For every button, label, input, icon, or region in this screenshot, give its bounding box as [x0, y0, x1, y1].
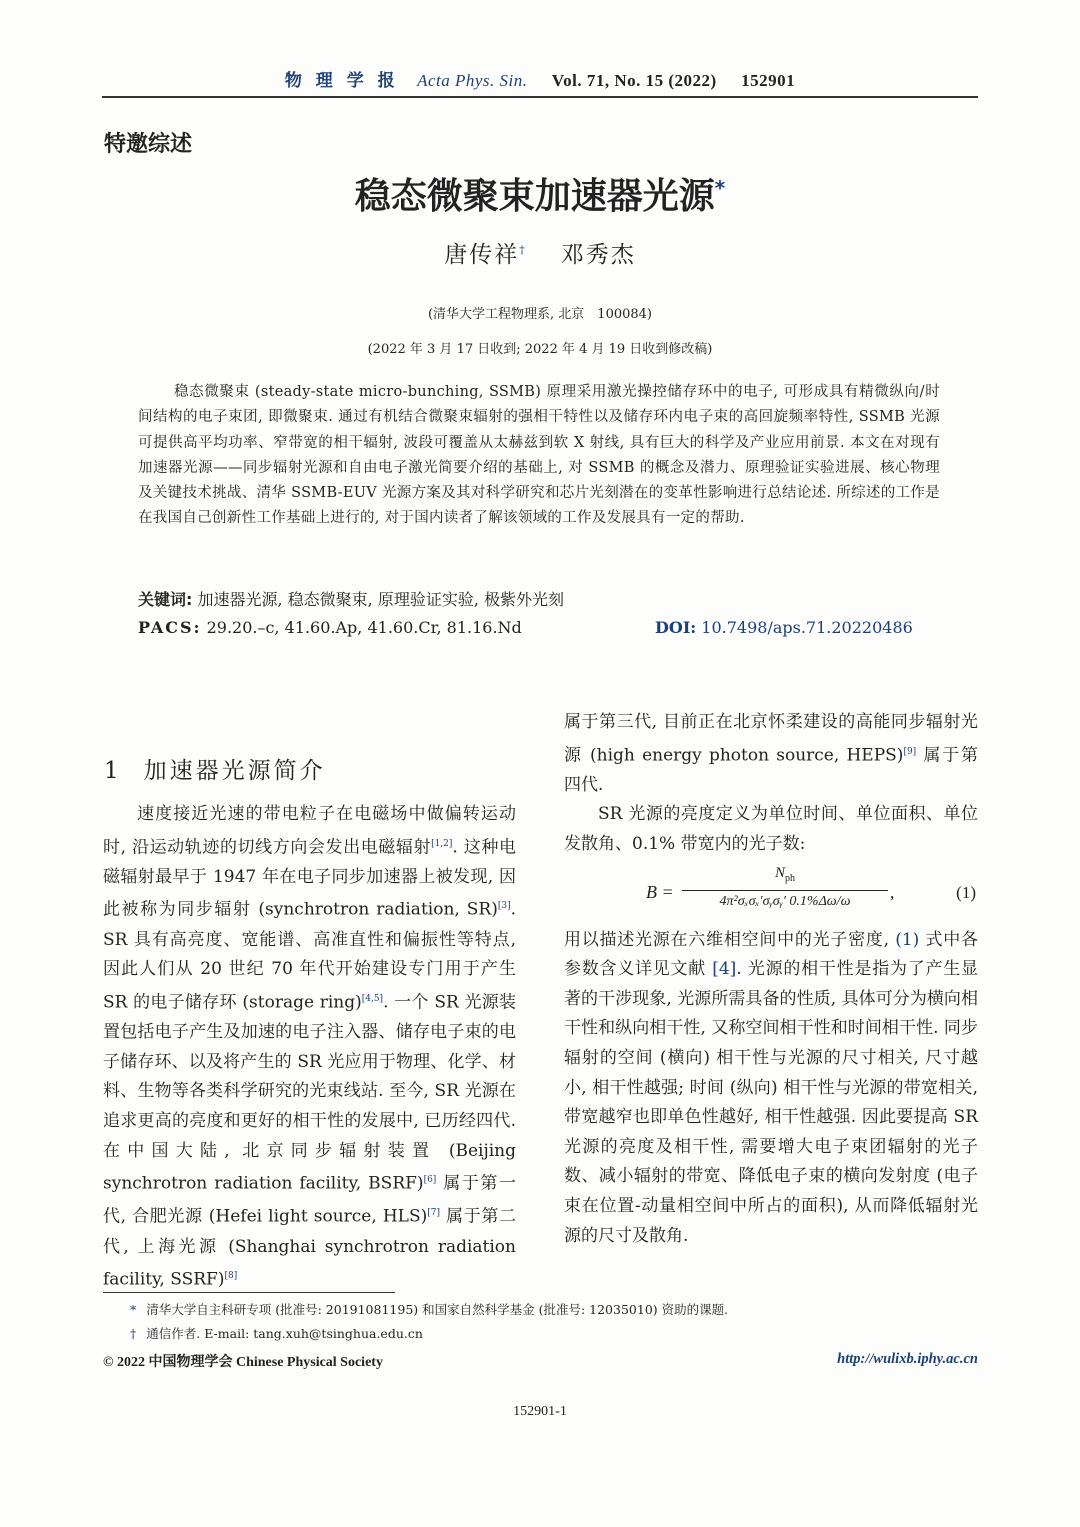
journal-url-link[interactable]: http://wulixb.iphy.ac.cn — [837, 1351, 978, 1367]
citation-link[interactable]: [1,2] — [431, 838, 453, 849]
equation-1 — [564, 862, 978, 922]
equation-lhs: B = — [646, 881, 674, 902]
journal-name-latin: Acta Phys. Sin. — [417, 71, 528, 90]
volume-info: Vol. 71, No. 15 (2022) — [551, 71, 717, 90]
equation-comma: , — [890, 882, 895, 902]
section-number: 1 — [104, 758, 122, 784]
paragraph: 属于第三代, 目前正在北京怀柔建设的高能同步辐射光源 (high energy photon source, HEPS)[9] 属于第四代. — [564, 712, 979, 795]
paragraph: 速度接近光速的带电粒子在电磁场中做偏转运动时, 沿运动轨迹的切线方向会发出电磁辐射[1,2]. 这种电磁辐射最早于 1947 年在电子同步加速器上被发现, 因此被称为同步辐射 (synchrotron radiation, SR)[3]. SR 具有高亮度、宽能谱、高准直性和偏振性等特点, 因此人们从 20 世纪 70 年代开始建设专门用于产生 SR 的电子储存环 (storage ring)[4,5]. 一个 SR 光源装置包括电子产生及加速的电子注入器、储存电子束的电子储存环、以及将产生的 SR 光应用于物理、化学、材料、生物等各类科学研究的光束线站. 至今, SR 光源在追求更高的亮度和更好的相干性的发展中, 已历经四代. 在中国大陆, 北京同步辐射装置 (Beijing synchrotron radiation facility, BSRF)[6] 属于第一代, 合肥光源 (Hefei light source, HLS)[7] 属于第二代, 上海光源 (Shanghai synchrotron radiation facility, SSRF)[8] — [103, 804, 517, 1290]
doi-link[interactable]: 10.7498/aps.71.20220486 — [701, 618, 913, 637]
received-dates: (2022 年 3 月 17 日收到; 2022 年 4 月 19 日收到修改稿) — [367, 342, 713, 357]
article-number: 152901 — [741, 71, 796, 90]
footnote-funding — [130, 1300, 728, 1318]
footnote-mark: * — [130, 1302, 137, 1317]
abstract: 稳态微聚束 (steady-state micro-bunching, SSMB) 原理采用激光操控储存环中的电子, 可形成具有精微纵向/时间结构的电子束团, 即微聚束. 通过有机结合微聚束辐射的强相干特性以及储存环内电子束的高回旋频率特性, SSMB 光源可提供高平均功率、窄带宽的相干辐射, 波段可覆盖从太赫兹到软 X 射线, 具有巨大的科学及产业应用前景. 本文在对现有加速器光源——同步辐射光源和自由电子激光简要介绍的基础上, 对 SSMB 的概念及潜力、原理验证实验进展、核心物理及关键技术挑战、清华 SSMB-EUV 光源方案及其对科学研究和芯片光刻潜在的变革性影响进行总结论述. 所综述的工作是在我国自己创新性工作基础上进行的, 对于国内读者了解该领域的工作及发展具有一定的帮助. — [138, 384, 940, 527]
equation-reference-link[interactable]: (1) — [895, 929, 920, 950]
left-column — [103, 800, 516, 1295]
footnote-text: 清华大学自主科研专项 (批准号: 20191081195) 和国家自然科学基金 (批准号: 12035010) 资助的课题. — [146, 1302, 729, 1317]
footnote-rule — [103, 1292, 395, 1293]
equation-fraction — [682, 862, 888, 913]
pacs-text: 29.20.–c, 41.60.Ap, 41.60.Cr, 81.16.Nd — [206, 618, 522, 637]
pacs-codes — [138, 618, 522, 637]
author-name: 邓秀杰 — [560, 242, 636, 268]
doi — [655, 618, 913, 637]
equation-number: (1) — [956, 882, 976, 902]
page-number: 152901-1 — [513, 1404, 567, 1419]
footnote-mark: † — [130, 1326, 137, 1341]
header-rule — [102, 96, 978, 98]
citation-link[interactable]: [4] — [712, 959, 737, 980]
section-title: 加速器光源简介 — [143, 758, 326, 784]
right-column — [564, 708, 978, 1251]
paragraph: SR 光源的亮度定义为单位时间、单位面积、单位发散角、0.1% 带宽内的光子数: — [564, 804, 978, 855]
citation-link[interactable]: [3] — [497, 901, 511, 912]
title-footnote-mark: * — [714, 176, 726, 200]
doi-label: DOI: — [655, 618, 697, 637]
copyright: © 2022 中国物理学会 Chinese Physical Society — [103, 1355, 383, 1370]
corresponding-author-mark: † — [519, 243, 527, 257]
pacs-label: PACS: — [138, 618, 202, 637]
citation-link[interactable]: [9] — [903, 746, 917, 757]
author-name: 唐传祥 — [444, 242, 520, 268]
equation-numerator: $N_{ph}$ — [682, 862, 888, 891]
journal-name-cn: 物 理 学 报 — [284, 71, 399, 91]
citation-link[interactable]: [4,5] — [361, 993, 384, 1004]
citation-link[interactable]: [8] — [224, 1271, 238, 1282]
section-label: 特邀综述 — [104, 132, 193, 157]
section-heading — [104, 752, 326, 785]
footnote-text: 通信作者. E-mail: tang.xuh@tsinghua.edu.cn — [146, 1326, 423, 1341]
keywords — [138, 587, 564, 610]
paragraph: 用以描述光源在六维相空间中的光子密度, (1) 式中各参数含义详见文献 [4]. 光源的相干性是指为了产生显著的干涉现象, 光源所需具备的性质, 具体可分为横向相干性和纵向相干性, 又称空间相干性和时间相干性. 同步辐射的空间 (横向) 相干性与光源的尺寸相关, 尺寸越小, 相干性越强; 时间 (纵向) 相干性与光源的带宽相关, 带宽越窄也即单色性越好, 相干性越强. 因此要提高 SR 光源的亮度及相干性, 需要增大电子束团辐射的光子数、减小辐射的带宽、降低电子束的横向发射度 (电子束在位置-动量相空间中所占的面积), 从而降低辐射光源的尺寸及散角. — [564, 929, 978, 1246]
citation-link[interactable]: [6] — [423, 1175, 437, 1186]
author-list — [102, 236, 978, 269]
affiliation: (清华大学工程物理系, 北京 100084) — [427, 307, 653, 322]
paper-title — [102, 168, 978, 219]
title-text: 稳态微聚束加速器光源 — [354, 176, 715, 217]
equation-denominator: 4π²σₓσₓ′σᵧσᵧ′ 0.1%Δω/ω — [719, 893, 851, 909]
journal-header — [102, 66, 978, 91]
keywords-text: 加速器光源, 稳态微聚束, 原理验证实验, 极紫外光刻 — [197, 590, 565, 609]
keywords-label: 关键词: — [138, 590, 193, 609]
footnote-correspondence — [130, 1324, 423, 1342]
citation-link[interactable]: [7] — [427, 1208, 440, 1219]
